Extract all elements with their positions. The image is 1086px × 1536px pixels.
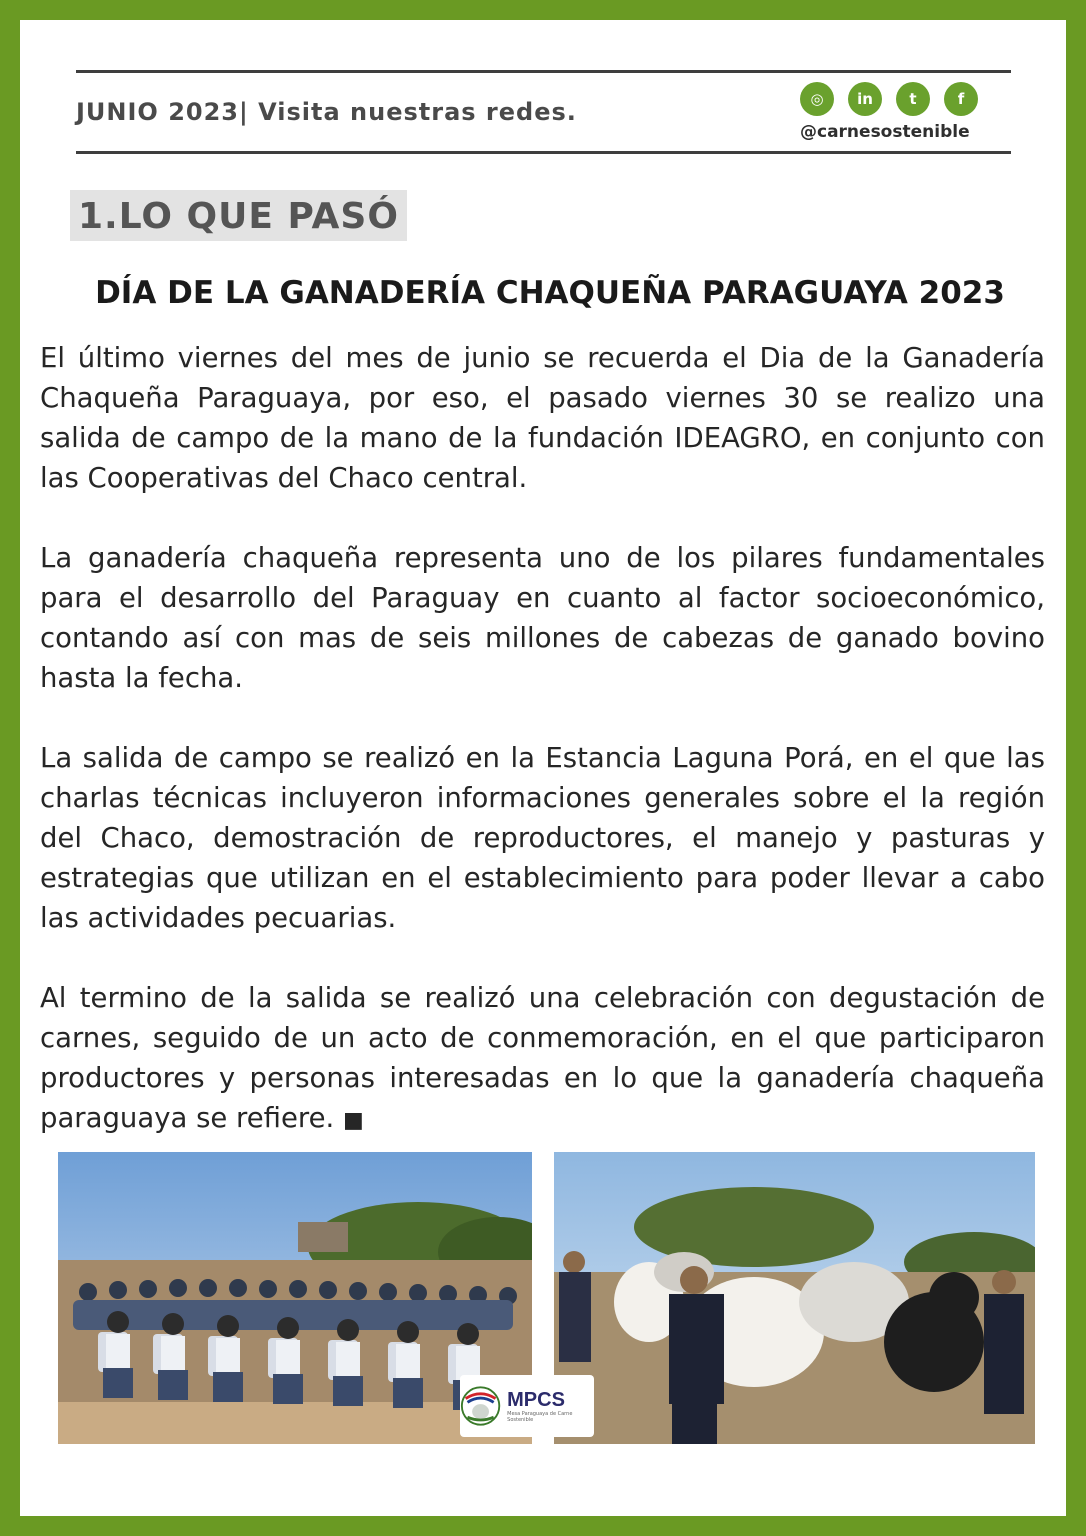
logo-text: MPCS [507, 1389, 565, 1411]
paragraph-4 [40, 978, 1045, 1141]
paragraph-4-text: Al termino de la salida se realizó una celebración con degustación de carnes, seguido de un acto de conmemoración, en el que participaron productores y personas interesadas en lo que la ganadería chaqueña paraguaya se refiere. [40, 982, 1045, 1134]
article-title: DÍA DE LA GANADERÍA CHAQUEÑA PARAGUAYA 2023 [95, 275, 1005, 311]
header-top-rule [76, 70, 1011, 73]
logo-subtext: Mesa Paraguaya de Carne Sostenible [507, 1411, 573, 1423]
cattle-photo-image [554, 1152, 1035, 1444]
end-mark: ■ [343, 1108, 364, 1133]
paragraph-3: La salida de campo se realizó en la Estancia Laguna Porá, en el que las charlas técnicas incluyeron informaciones generales sobre el la región del Chaco, demostración de reproductores, el manejo y pasturas y estrategias que utilizan en el establecimiento para poder llevar a cabo las actividades pecuarias. [40, 742, 1045, 934]
photo-cattle [554, 1152, 1035, 1444]
social-handle[interactable]: @carnesostenible [800, 122, 970, 142]
paragraph-1: El último viernes del mes de junio se recuerda el Dia de la Ganadería Chaqueña Paraguaya, por eso, el pasado viernes 30 se realizo una salida de campo de la mano de la fundación IDEAGRO, en conjunto con las Cooperativas del Chaco central. [40, 342, 1045, 494]
section-label: 1.LO QUE PASÓ [70, 190, 407, 241]
facebook-icon[interactable]: f [944, 82, 978, 116]
linkedin-icon[interactable]: in [848, 82, 882, 116]
instagram-icon[interactable]: ◎ [800, 82, 834, 116]
mpcs-logo [460, 1375, 594, 1437]
twitter-icon[interactable]: t [896, 82, 930, 116]
header-bottom-rule [76, 151, 1011, 154]
paragraph-2: La ganadería chaqueña representa uno de los pilares fundamentales para el desarrollo del Paraguay en cuanto al factor socioeconómico, contando así con mas de seis millones de cabezas de ganado bovino hasta la fecha. [40, 542, 1045, 694]
article-body [40, 338, 1045, 1181]
newsletter-page [20, 20, 1066, 1516]
header-date-text: JUNIO 2023| Visita nuestras redes. [76, 98, 577, 126]
mpcs-logo-mark [460, 1384, 501, 1428]
social-links [800, 82, 1000, 142]
